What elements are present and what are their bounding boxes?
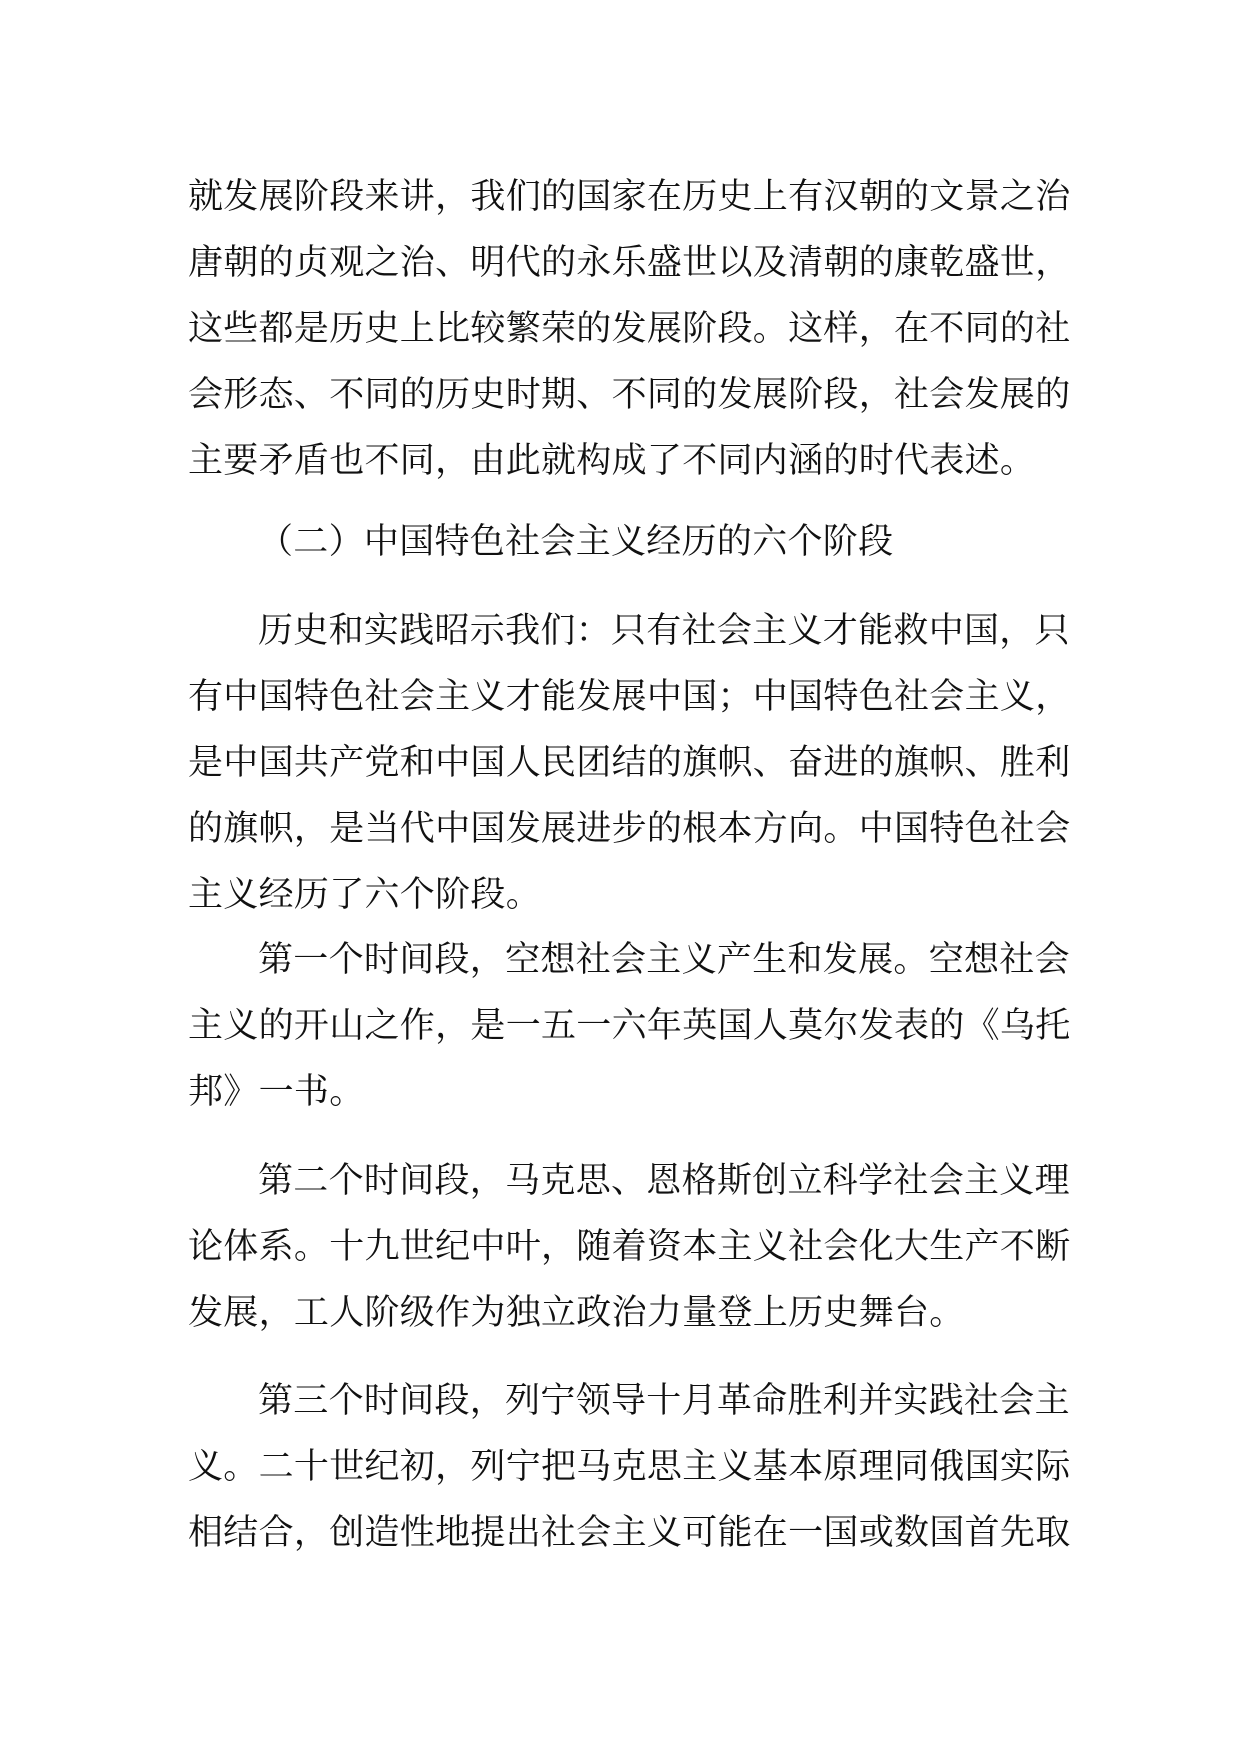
text-line: 相结合，创造性地提出社会主义可能在一国或数国首先取 — [188, 1513, 1071, 1553]
text-line: 发展，工人阶级作为独立政治力量登上历史舞台。 — [188, 1293, 965, 1333]
text-line: 会形态、不同的历史时期、不同的发展阶段，社会发展的 — [188, 375, 1071, 415]
text-line: 主义的开山之作，是一五一六年英国人莫尔发表的《乌托 — [188, 1006, 1071, 1046]
paragraph-history-practice — [188, 598, 1071, 928]
paragraph-stage-three — [188, 1368, 1071, 1566]
text-line: 唐朝的贞观之治、明代的永乐盛世以及清朝的康乾盛世， — [188, 243, 1071, 283]
text-line: 第一个时间段，空想社会主义产生和发展。空想社会 — [258, 940, 1070, 980]
paragraph-development-stages — [188, 164, 1071, 494]
text-line: 主义经历了六个阶段。 — [188, 875, 542, 915]
text-line: 第二个时间段，马克思、恩格斯创立科学社会主义理 — [258, 1161, 1070, 1201]
text-line: 这些都是历史上比较繁荣的发展阶段。这样，在不同的社 — [188, 309, 1071, 349]
text-line: 的旗帜，是当代中国发展进步的根本方向。中国特色社会 — [188, 809, 1071, 849]
text-line: 义。二十世纪初，列宁把马克思主义基本原理同俄国实际 — [188, 1447, 1071, 1487]
text-line: 有中国特色社会主义才能发展中国；中国特色社会主义， — [188, 677, 1071, 717]
section-heading — [188, 509, 1058, 575]
section-heading-text: （二）中国特色社会主义经历的六个阶段 — [258, 522, 894, 562]
text-line: 论体系。十九世纪中叶，随着资本主义社会化大生产不断 — [188, 1227, 1071, 1267]
text-line: 历史和实践昭示我们：只有社会主义才能救中国，只 — [258, 611, 1070, 651]
text-line: 是中国共产党和中国人民团结的旗帜、奋进的旗帜、胜利 — [188, 743, 1071, 783]
paragraph-stage-one — [188, 927, 1071, 1125]
text-line: 邦》一书。 — [188, 1072, 365, 1112]
text-line: 第三个时间段，列宁领导十月革命胜利并实践社会主 — [258, 1381, 1070, 1421]
paragraph-stage-two — [188, 1148, 1071, 1346]
text-line: 主要矛盾也不同，由此就构成了不同内涵的时代表述。 — [188, 441, 1036, 481]
text-line: 就发展阶段来讲，我们的国家在历史上有汉朝的文景之治 — [188, 177, 1071, 217]
